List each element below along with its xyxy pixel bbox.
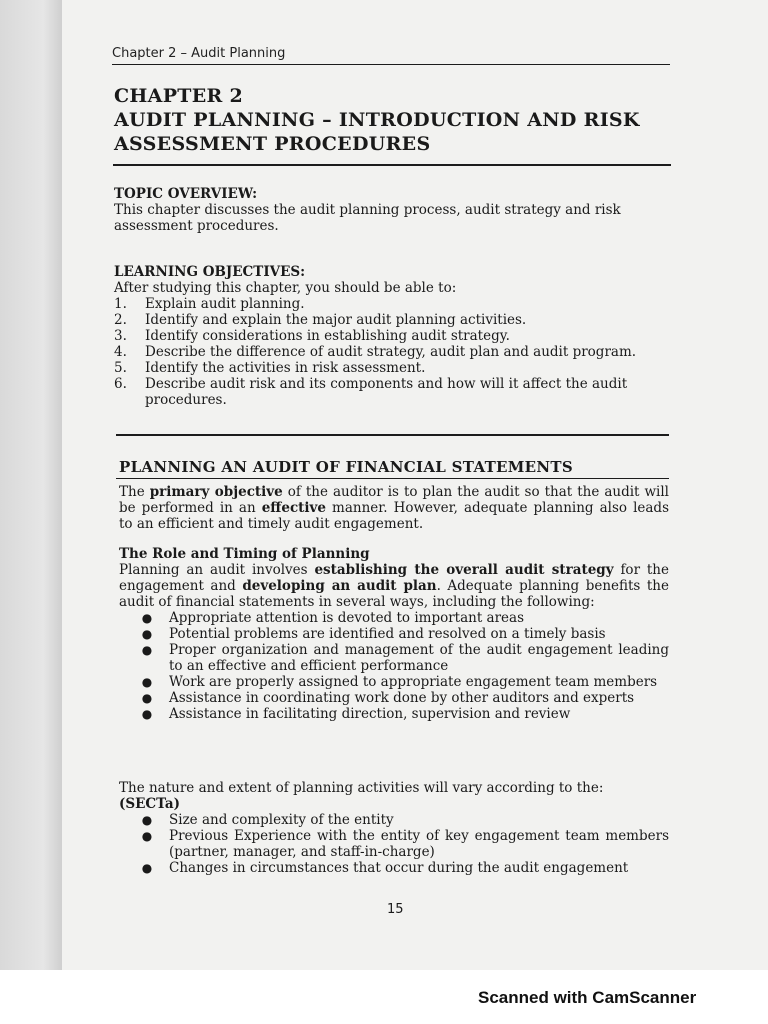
list-item-text: Size and complexity of the entity xyxy=(169,812,394,828)
list-item xyxy=(119,610,669,626)
factors-list xyxy=(119,812,669,876)
bullet-icon: ● xyxy=(141,829,153,843)
list-item-text: Potential problems are identified and resolved on a timely basis xyxy=(169,626,606,642)
topic-overview-heading: TOPIC OVERVIEW: xyxy=(114,186,258,202)
emphasis-text: effective xyxy=(261,500,326,516)
learning-objectives-intro: After studying this chapter, you should be able to: xyxy=(114,280,457,296)
section-heading: PLANNING AN AUDIT OF FINANCIAL STATEMENTS xyxy=(119,458,574,476)
emphasis-text: primary objective xyxy=(149,484,283,500)
topic-overview-section xyxy=(114,186,670,234)
list-item-text: Identify the activities in risk assessment. xyxy=(145,360,426,376)
list-item-text: Proper organization and management of the audit engagement leading to an effective and efficient performance xyxy=(169,642,669,674)
bullet-icon: ● xyxy=(141,611,153,625)
paragraph-text: . Adequate planning benefits the audit of financial statements in several ways, including the following: xyxy=(119,578,669,610)
paragraph-text: The xyxy=(119,484,150,500)
list-item xyxy=(114,344,670,360)
list-item-text: Appropriate attention is devoted to important areas xyxy=(169,610,525,626)
secta-acronym: (SECTa) xyxy=(119,796,181,812)
list-item xyxy=(114,376,670,408)
bullet-icon: ● xyxy=(141,707,153,721)
secta-intro: The nature and extent of planning activities will vary according to the: xyxy=(119,780,604,796)
list-item-text: Describe the difference of audit strategy, audit plan and audit program. xyxy=(145,344,637,360)
bullet-icon: ● xyxy=(141,627,153,641)
section-heading-rule xyxy=(116,478,669,479)
list-item-text: Assistance in coordinating work done by other auditors and experts xyxy=(169,690,635,706)
list-item-text: Describe audit risk and its components and how will it affect the audit procedures. xyxy=(145,376,628,408)
chapter-label: CHAPTER 2 xyxy=(114,85,244,107)
list-item xyxy=(119,860,669,876)
topic-overview-text: This chapter discusses the audit planning process, audit strategy and risk assessment procedures. xyxy=(114,202,621,234)
list-item-text: Work are properly assigned to appropriate engagement team members xyxy=(169,674,658,690)
secta-section xyxy=(119,780,669,876)
bullet-icon: ● xyxy=(141,691,153,705)
paragraph-text: manner. However, adequate planning also leads to an efficient and timely audit engagement. xyxy=(119,500,669,532)
objectives-rule xyxy=(116,434,669,436)
list-item xyxy=(119,828,669,860)
list-item xyxy=(114,360,670,376)
list-item xyxy=(119,626,669,642)
list-number: 2. xyxy=(114,312,127,328)
list-item xyxy=(114,312,670,328)
list-item xyxy=(114,328,670,344)
primary-objective-paragraph xyxy=(119,484,669,532)
subheading: The Role and Timing of Planning xyxy=(119,546,370,562)
emphasis-text: establishing the overall audit strategy xyxy=(314,562,614,578)
benefits-list xyxy=(119,610,669,722)
chapter-title-line-2: ASSESSMENT PROCEDURES xyxy=(114,133,431,155)
chapter-title-block xyxy=(114,84,674,156)
chapter-title-line-1: AUDIT PLANNING – INTRODUCTION AND RISK xyxy=(114,109,640,131)
list-item xyxy=(114,296,670,312)
list-item xyxy=(119,690,669,706)
running-head: Chapter 2 – Audit Planning xyxy=(112,46,286,61)
list-item-text: Explain audit planning. xyxy=(145,296,305,312)
list-number: 1. xyxy=(114,296,127,312)
emphasis-text: developing an audit plan xyxy=(242,578,437,594)
list-item xyxy=(119,706,669,722)
bullet-icon: ● xyxy=(141,675,153,689)
list-item-text: Identify and explain the major audit planning activities. xyxy=(145,312,527,328)
list-item-text: Assistance in facilitating direction, supervision and review xyxy=(169,706,571,722)
bullet-icon: ● xyxy=(141,813,153,827)
scanner-watermark: Scanned with CamScanner xyxy=(478,988,697,1007)
list-item-text: Changes in circumstances that occur during the audit engagement xyxy=(169,860,629,876)
list-item-text: Previous Experience with the entity of key engagement team members (partner, manager, and staff-in-charge) xyxy=(169,828,669,860)
bullet-icon: ● xyxy=(141,643,153,657)
list-number: 6. xyxy=(114,376,127,392)
learning-objectives-list xyxy=(114,296,670,408)
chapter-title-rule xyxy=(113,164,671,166)
learning-objectives-section xyxy=(114,264,670,408)
list-number: 3. xyxy=(114,328,127,344)
paragraph-text: of the auditor is to plan the audit so that the audit will be performed in an xyxy=(119,484,669,516)
list-item xyxy=(119,812,669,828)
running-head-rule xyxy=(112,64,670,65)
learning-objectives-heading: LEARNING OBJECTIVES: xyxy=(114,264,306,280)
list-item xyxy=(119,642,669,674)
list-number: 5. xyxy=(114,360,127,376)
list-number: 4. xyxy=(114,344,127,360)
page-number: 15 xyxy=(387,902,404,917)
planning-paragraph xyxy=(119,562,669,610)
page-shadow-edge xyxy=(0,0,62,970)
paragraph-text: Planning an audit involves xyxy=(119,562,315,578)
list-item xyxy=(119,674,669,690)
role-timing-subsection xyxy=(119,546,669,722)
paragraph-text: for the engagement and xyxy=(119,562,669,594)
bullet-icon: ● xyxy=(141,861,153,875)
list-item-text: Identify considerations in establishing audit strategy. xyxy=(145,328,510,344)
